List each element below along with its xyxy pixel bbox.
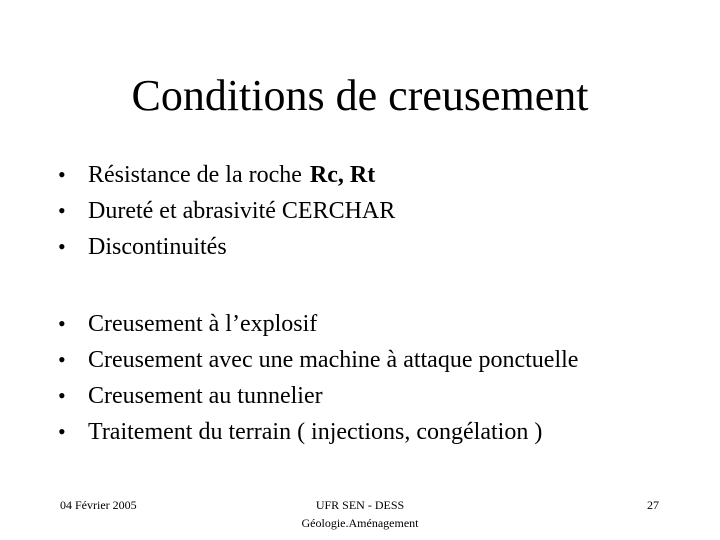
- bullet-icon: •: [58, 419, 66, 444]
- bullet-item: [58, 342, 578, 378]
- bullet-item: [58, 306, 578, 342]
- bullet-list-excavation-methods: [58, 306, 578, 450]
- page-number: 27: [647, 498, 659, 512]
- bullet-list-rock-properties: [58, 157, 395, 265]
- bullet-item: [58, 157, 395, 193]
- bullet-icon: •: [58, 383, 66, 408]
- bullet-icon: •: [58, 347, 66, 372]
- bullet-icon: •: [58, 234, 66, 259]
- bullet-item: [58, 378, 578, 414]
- footer-affiliation: [240, 496, 480, 532]
- bullet-text: Dureté et abrasivité CERCHAR: [88, 198, 396, 224]
- bullet-text: Creusement avec une machine à attaque ponctuelle: [88, 347, 579, 373]
- slide-title: Conditions de creusement: [131, 71, 589, 120]
- bullet-text: Traitement du terrain ( injections, congélation ): [88, 419, 543, 445]
- bullet-item: [58, 229, 395, 265]
- bullet-item: [58, 193, 395, 229]
- bullet-text: Discontinuités: [88, 234, 227, 260]
- bullet-text: Creusement à l’explosif: [88, 311, 318, 337]
- bullet-bold-text: Rc, Rt: [309, 162, 376, 188]
- footer-affiliation-line-1: UFR SEN - DESS: [315, 498, 405, 512]
- bullet-icon: •: [58, 311, 66, 336]
- bullet-item: [58, 414, 578, 450]
- bullet-text: Creusement au tunnelier: [88, 383, 323, 409]
- bullet-text: Résistance de la roche: [88, 162, 302, 188]
- footer-affiliation-line-2: Géologie.Aménagement: [301, 516, 419, 530]
- bullet-icon: •: [58, 198, 66, 223]
- footer-date: 04 Février 2005: [60, 498, 137, 512]
- bullet-icon: •: [58, 162, 66, 187]
